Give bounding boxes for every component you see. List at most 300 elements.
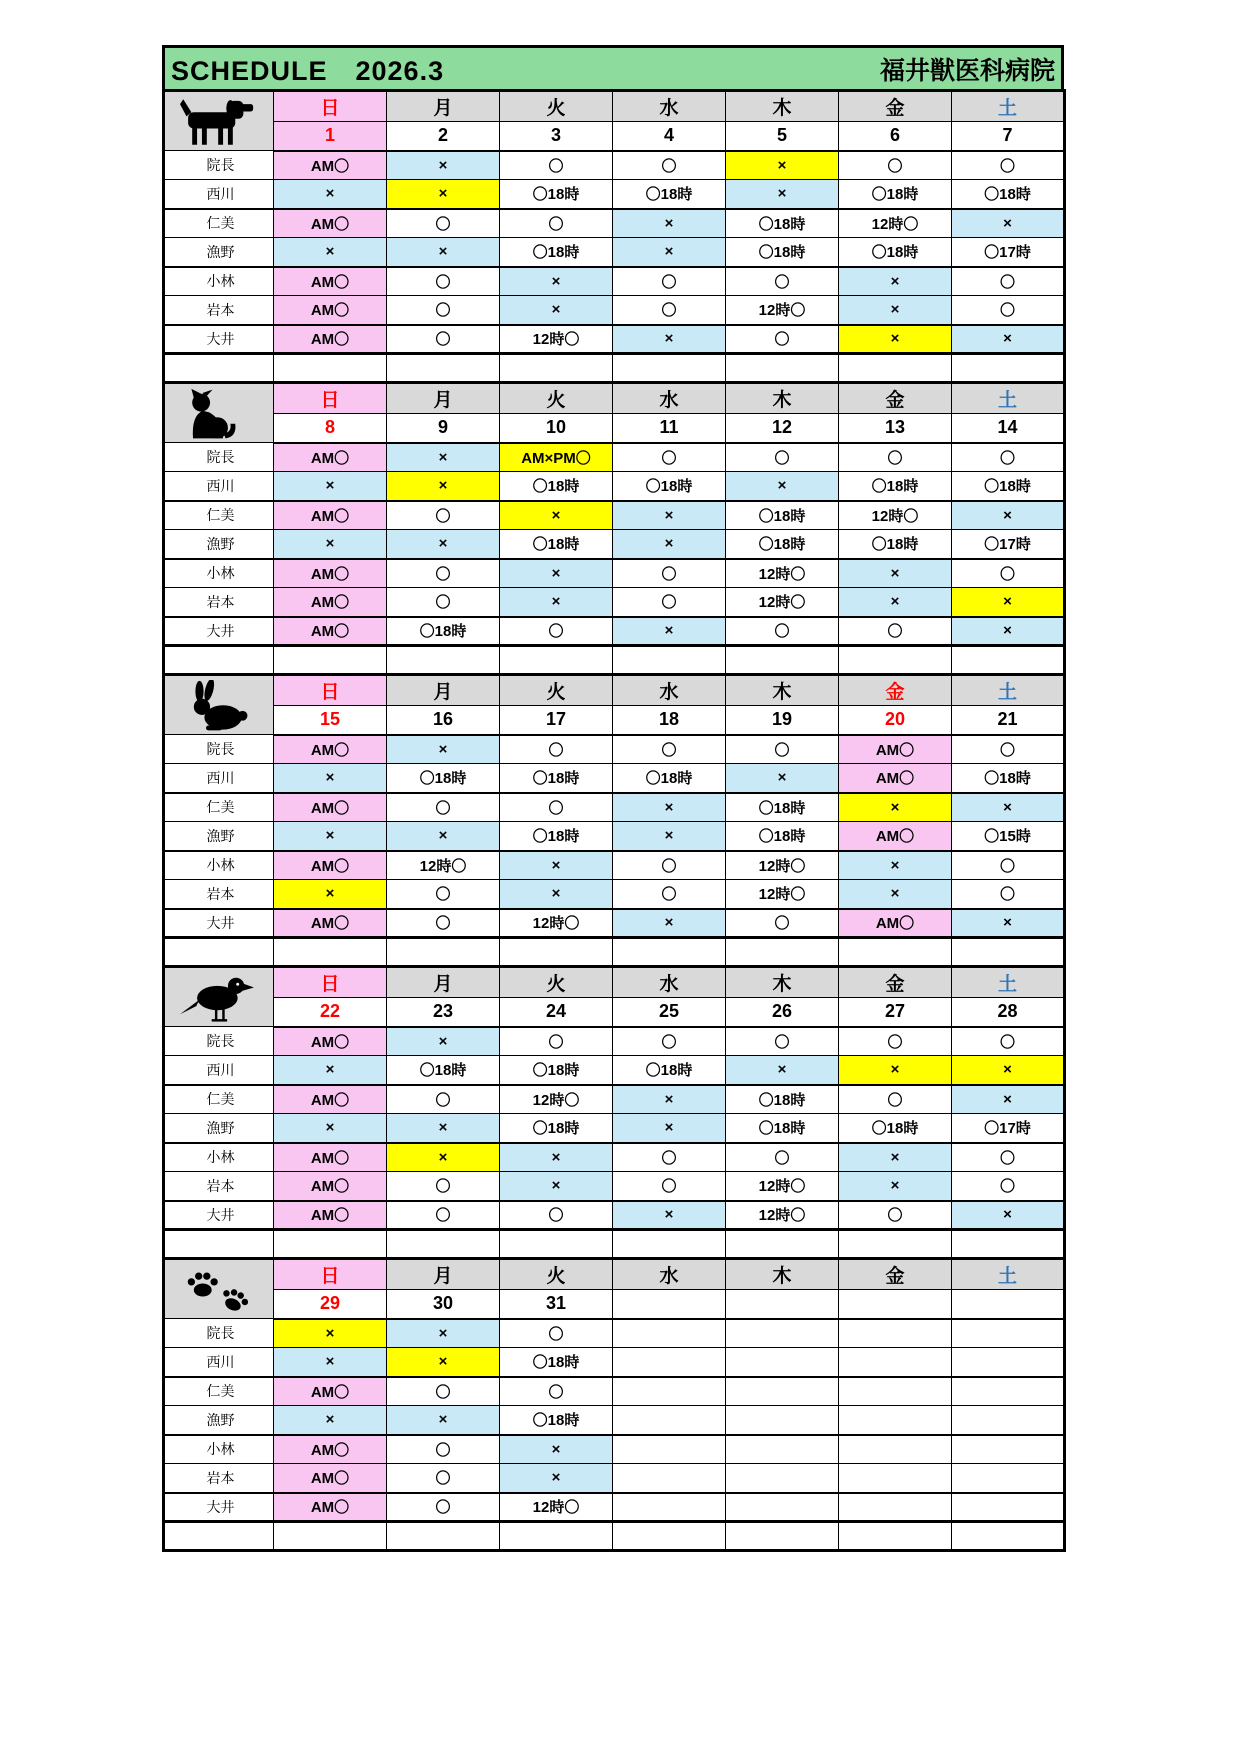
schedule-cell: 〇17時 <box>952 238 1065 267</box>
schedule-cell: × <box>274 822 387 851</box>
day-header: 土 <box>952 967 1065 998</box>
day-header: 金 <box>839 91 952 122</box>
schedule-cell: 〇18時 <box>839 530 952 559</box>
schedule-cell: × <box>387 1027 500 1056</box>
schedule-cell: 〇 <box>613 851 726 880</box>
schedule-cell <box>839 1406 952 1435</box>
schedule-cell <box>613 1406 726 1435</box>
schedule-cell: × <box>500 296 613 325</box>
date-cell: 31 <box>500 1290 613 1319</box>
staff-name: 仁美 <box>164 501 274 530</box>
staff-name: 西川 <box>164 764 274 793</box>
schedule-cell <box>726 1377 839 1406</box>
schedule-cell: 〇 <box>952 443 1065 472</box>
date-cell: 15 <box>274 706 387 735</box>
staff-name: 西川 <box>164 472 274 501</box>
schedule-cell: AM〇 <box>274 735 387 764</box>
schedule-cell: 〇 <box>952 851 1065 880</box>
spacer-cell <box>500 646 613 675</box>
schedule-cell: 〇 <box>387 1493 500 1522</box>
date-cell: 20 <box>839 706 952 735</box>
schedule-cell: 〇 <box>387 1435 500 1464</box>
day-header: 水 <box>613 1259 726 1290</box>
day-header: 日 <box>274 91 387 122</box>
schedule-cell: 〇18時 <box>387 1056 500 1085</box>
schedule-cell: 〇 <box>726 1143 839 1172</box>
schedule-cell <box>726 1493 839 1522</box>
schedule-cell: × <box>613 822 726 851</box>
schedule-cell: 〇 <box>613 559 726 588</box>
staff-name: 漁野 <box>164 822 274 851</box>
schedule-cell: 12時〇 <box>500 325 613 354</box>
staff-name: 小林 <box>164 559 274 588</box>
date-cell: 1 <box>274 122 387 151</box>
schedule-cell: 〇 <box>387 559 500 588</box>
spacer-cell <box>500 1230 613 1259</box>
date-cell: 24 <box>500 998 613 1027</box>
date-cell: 5 <box>726 122 839 151</box>
schedule-cell: × <box>613 1201 726 1230</box>
spacer-cell <box>839 354 952 383</box>
staff-name: 岩本 <box>164 1464 274 1493</box>
spacer-cell <box>726 354 839 383</box>
schedule-cell <box>952 1493 1065 1522</box>
schedule-cell <box>613 1377 726 1406</box>
schedule-cell: × <box>613 530 726 559</box>
staff-name: 院長 <box>164 151 274 180</box>
schedule-cell: × <box>839 588 952 617</box>
schedule-cell: 〇18時 <box>952 180 1065 209</box>
day-header: 木 <box>726 967 839 998</box>
schedule-cell: × <box>387 1114 500 1143</box>
staff-name: 仁美 <box>164 1085 274 1114</box>
schedule-cell: AM〇 <box>274 443 387 472</box>
schedule-cell: 〇 <box>387 1085 500 1114</box>
staff-name: 漁野 <box>164 1114 274 1143</box>
spacer-cell <box>613 1522 726 1551</box>
schedule-cell: AM〇 <box>839 822 952 851</box>
schedule-cell: AM〇 <box>274 588 387 617</box>
schedule-cell: 〇18時 <box>726 822 839 851</box>
schedule-cell: 〇 <box>387 325 500 354</box>
schedule-cell: AM〇 <box>839 735 952 764</box>
schedule-cell: 12時〇 <box>500 909 613 938</box>
schedule-cell: AM〇 <box>274 1435 387 1464</box>
spacer-cell <box>726 1230 839 1259</box>
spacer-cell <box>274 938 387 967</box>
date-cell: 18 <box>613 706 726 735</box>
spacer-cell <box>613 646 726 675</box>
staff-name: 大井 <box>164 909 274 938</box>
schedule-cell: × <box>274 880 387 909</box>
day-header: 金 <box>839 967 952 998</box>
schedule-cell: × <box>839 559 952 588</box>
staff-name: 西川 <box>164 1056 274 1085</box>
day-header: 日 <box>274 675 387 706</box>
schedule-cell: 〇18時 <box>952 764 1065 793</box>
spacer-cell <box>387 354 500 383</box>
schedule-cell: 〇 <box>500 1027 613 1056</box>
schedule-cell: 〇 <box>726 617 839 646</box>
staff-name: 小林 <box>164 267 274 296</box>
schedule-cell <box>952 1377 1065 1406</box>
schedule-cell: 〇18時 <box>500 1114 613 1143</box>
schedule-cell: × <box>500 851 613 880</box>
schedule-cell: 〇 <box>839 617 952 646</box>
spacer-cell <box>387 938 500 967</box>
staff-name: 西川 <box>164 180 274 209</box>
schedule-cell: 〇15時 <box>952 822 1065 851</box>
day-header: 木 <box>726 675 839 706</box>
schedule-cell <box>952 1348 1065 1377</box>
schedule-cell <box>839 1348 952 1377</box>
date-cell: 29 <box>274 1290 387 1319</box>
schedule-cell: 〇18時 <box>500 180 613 209</box>
day-header: 月 <box>387 675 500 706</box>
schedule-cell: 〇18時 <box>839 238 952 267</box>
schedule-cell: × <box>387 1143 500 1172</box>
day-header: 金 <box>839 1259 952 1290</box>
staff-name: 仁美 <box>164 1377 274 1406</box>
spacer-cell <box>952 1230 1065 1259</box>
schedule-cell: × <box>613 1085 726 1114</box>
spacer-cell <box>274 1522 387 1551</box>
schedule-cell: × <box>387 443 500 472</box>
schedule-cell: 〇18時 <box>726 1085 839 1114</box>
staff-name: 漁野 <box>164 238 274 267</box>
schedule-cell: 〇18時 <box>952 472 1065 501</box>
schedule-cell: × <box>952 588 1065 617</box>
schedule-cell: 〇 <box>613 267 726 296</box>
schedule-cell: × <box>726 180 839 209</box>
schedule-cell: × <box>274 530 387 559</box>
schedule-cell: 〇 <box>952 1143 1065 1172</box>
staff-name: 岩本 <box>164 296 274 325</box>
day-header: 木 <box>726 91 839 122</box>
schedule-cell: × <box>274 1056 387 1085</box>
date-cell: 3 <box>500 122 613 151</box>
staff-name: 大井 <box>164 325 274 354</box>
date-cell: 26 <box>726 998 839 1027</box>
spacer-cell <box>952 1522 1065 1551</box>
schedule-cell: 〇 <box>726 909 839 938</box>
schedule-cell: 〇 <box>500 151 613 180</box>
schedule-cell: 12時〇 <box>500 1085 613 1114</box>
staff-name: 小林 <box>164 1143 274 1172</box>
staff-name: 小林 <box>164 1435 274 1464</box>
day-header: 日 <box>274 1259 387 1290</box>
schedule-cell: 〇 <box>500 617 613 646</box>
schedule-cell: × <box>387 530 500 559</box>
staff-name: 小林 <box>164 851 274 880</box>
schedule-cell: × <box>613 501 726 530</box>
date-cell: 25 <box>613 998 726 1027</box>
date-cell <box>839 1290 952 1319</box>
spacer-cell <box>274 354 387 383</box>
date-cell: 30 <box>387 1290 500 1319</box>
spacer-cell <box>613 354 726 383</box>
schedule-cell: 〇18時 <box>500 764 613 793</box>
schedule-cell: AM〇 <box>839 909 952 938</box>
spacer-cell <box>164 938 274 967</box>
schedule-cell: 12時〇 <box>839 209 952 238</box>
date-cell: 17 <box>500 706 613 735</box>
date-cell: 13 <box>839 414 952 443</box>
day-header: 月 <box>387 1259 500 1290</box>
schedule-cell: × <box>274 1319 387 1348</box>
schedule-cell: 〇17時 <box>952 1114 1065 1143</box>
schedule-cell: 〇18時 <box>500 1406 613 1435</box>
staff-name: 岩本 <box>164 880 274 909</box>
date-cell: 16 <box>387 706 500 735</box>
schedule-cell: × <box>500 1464 613 1493</box>
schedule-cell: 〇 <box>726 1027 839 1056</box>
schedule-cell: 〇18時 <box>387 617 500 646</box>
schedule-table <box>162 89 1066 1552</box>
schedule-cell: 〇 <box>387 1172 500 1201</box>
schedule-cell: 〇 <box>500 1377 613 1406</box>
day-header: 水 <box>613 675 726 706</box>
schedule-cell: 〇 <box>387 296 500 325</box>
schedule-cell: × <box>726 472 839 501</box>
schedule-cell: 12時〇 <box>726 559 839 588</box>
day-header: 月 <box>387 91 500 122</box>
schedule-cell: 〇 <box>387 588 500 617</box>
schedule-cell: × <box>387 1348 500 1377</box>
schedule-cell: 12時〇 <box>726 1201 839 1230</box>
spacer-cell <box>500 1522 613 1551</box>
staff-name: 院長 <box>164 443 274 472</box>
day-header: 水 <box>613 91 726 122</box>
date-cell: 12 <box>726 414 839 443</box>
schedule-cell: AM〇 <box>274 267 387 296</box>
schedule-cell: 〇 <box>839 1201 952 1230</box>
schedule-cell: × <box>613 209 726 238</box>
schedule-cell: 〇 <box>387 880 500 909</box>
schedule-cell: 〇 <box>613 443 726 472</box>
date-cell: 28 <box>952 998 1065 1027</box>
schedule-cell: 〇 <box>726 443 839 472</box>
schedule-cell <box>613 1493 726 1522</box>
spacer-cell <box>726 1522 839 1551</box>
day-header: 水 <box>613 967 726 998</box>
day-header: 金 <box>839 675 952 706</box>
spacer-cell <box>613 1230 726 1259</box>
schedule-cell: × <box>613 793 726 822</box>
spacer-cell <box>387 1230 500 1259</box>
date-cell: 27 <box>839 998 952 1027</box>
schedule-cell <box>726 1435 839 1464</box>
day-header: 火 <box>500 675 613 706</box>
schedule-cell: AM〇 <box>274 559 387 588</box>
day-header: 月 <box>387 383 500 414</box>
schedule-cell: AM〇 <box>274 851 387 880</box>
schedule-cell: AM〇 <box>274 1172 387 1201</box>
schedule-cell: 〇 <box>726 325 839 354</box>
schedule-cell: 12時〇 <box>726 880 839 909</box>
schedule-cell: 〇 <box>952 559 1065 588</box>
schedule-cell: × <box>839 325 952 354</box>
schedule-cell: 〇18時 <box>500 530 613 559</box>
schedule-cell: AM〇 <box>274 1027 387 1056</box>
schedule-cell: 〇18時 <box>613 764 726 793</box>
spacer-cell <box>387 1522 500 1551</box>
schedule-cell: AM〇 <box>839 764 952 793</box>
spacer-cell <box>274 1230 387 1259</box>
schedule-cell: 〇 <box>613 588 726 617</box>
day-header: 金 <box>839 383 952 414</box>
schedule-cell: AM〇 <box>274 1085 387 1114</box>
schedule-cell: 〇 <box>613 151 726 180</box>
schedule-cell: × <box>500 559 613 588</box>
schedule-cell: 〇 <box>500 1201 613 1230</box>
schedule-cell: 〇 <box>839 1085 952 1114</box>
schedule-cell <box>613 1435 726 1464</box>
schedule-cell: × <box>839 851 952 880</box>
schedule-cell: 〇 <box>952 1172 1065 1201</box>
spacer-cell <box>164 354 274 383</box>
spacer-cell <box>726 938 839 967</box>
schedule-cell: 12時〇 <box>726 296 839 325</box>
schedule-cell: × <box>839 880 952 909</box>
schedule-cell: × <box>952 617 1065 646</box>
spacer-cell <box>839 1522 952 1551</box>
schedule-cell: 〇18時 <box>613 1056 726 1085</box>
schedule-cell: 12時〇 <box>726 588 839 617</box>
schedule-cell: × <box>500 588 613 617</box>
schedule-cell: × <box>613 617 726 646</box>
schedule-cell <box>839 1377 952 1406</box>
schedule-cell: × <box>952 1085 1065 1114</box>
day-header: 土 <box>952 675 1065 706</box>
staff-name: 漁野 <box>164 530 274 559</box>
date-cell: 11 <box>613 414 726 443</box>
schedule-cell: 12時〇 <box>500 1493 613 1522</box>
schedule-cell: 〇 <box>613 1143 726 1172</box>
schedule-cell: 〇 <box>387 1464 500 1493</box>
schedule-cell: 〇 <box>952 296 1065 325</box>
schedule-cell: × <box>952 325 1065 354</box>
schedule-cell <box>726 1319 839 1348</box>
schedule-cell: × <box>274 180 387 209</box>
schedule-cell: AM〇 <box>274 909 387 938</box>
schedule-cell: × <box>274 1406 387 1435</box>
day-header: 土 <box>952 91 1065 122</box>
schedule-cell <box>839 1493 952 1522</box>
day-header: 日 <box>274 383 387 414</box>
schedule-cell: 〇 <box>839 151 952 180</box>
schedule-cell: 〇 <box>387 1201 500 1230</box>
schedule-cell <box>613 1319 726 1348</box>
schedule-cell: × <box>500 880 613 909</box>
schedule-cell: 〇18時 <box>500 238 613 267</box>
schedule-cell: 〇18時 <box>726 530 839 559</box>
staff-name: 大井 <box>164 1201 274 1230</box>
date-cell: 10 <box>500 414 613 443</box>
schedule-cell <box>726 1464 839 1493</box>
schedule-cell: 〇 <box>387 1377 500 1406</box>
schedule-cell: × <box>839 267 952 296</box>
schedule-cell: × <box>839 1143 952 1172</box>
schedule-cell: 〇 <box>952 1027 1065 1056</box>
staff-name: 院長 <box>164 735 274 764</box>
day-header: 火 <box>500 91 613 122</box>
schedule-cell: × <box>274 472 387 501</box>
schedule-cell: × <box>839 1172 952 1201</box>
schedule-cell: AM〇 <box>274 1201 387 1230</box>
schedule-cell: AM〇 <box>274 1143 387 1172</box>
date-cell: 14 <box>952 414 1065 443</box>
schedule-cell: 〇18時 <box>613 180 726 209</box>
day-header: 土 <box>952 383 1065 414</box>
schedule-cell <box>952 1319 1065 1348</box>
schedule-cell: 〇18時 <box>726 209 839 238</box>
schedule-cell: AM〇 <box>274 501 387 530</box>
date-cell <box>613 1290 726 1319</box>
schedule-cell: AM×PM〇 <box>500 443 613 472</box>
schedule-cell: 〇 <box>500 735 613 764</box>
spacer-cell <box>164 1230 274 1259</box>
schedule-cell: × <box>952 1201 1065 1230</box>
date-cell: 23 <box>387 998 500 1027</box>
schedule-cell: × <box>500 1172 613 1201</box>
spacer-cell <box>952 354 1065 383</box>
schedule-cell: 〇 <box>839 1027 952 1056</box>
schedule-cell: × <box>387 238 500 267</box>
date-cell: 2 <box>387 122 500 151</box>
schedule-cell <box>839 1319 952 1348</box>
schedule-cell: 〇 <box>500 793 613 822</box>
schedule-cell: 12時〇 <box>726 1172 839 1201</box>
date-cell: 4 <box>613 122 726 151</box>
schedule-cell: AM〇 <box>274 209 387 238</box>
schedule-cell: × <box>500 1435 613 1464</box>
schedule-cell: 〇18時 <box>500 1348 613 1377</box>
schedule-cell <box>952 1464 1065 1493</box>
schedule-cell <box>726 1348 839 1377</box>
schedule-cell: 〇 <box>726 267 839 296</box>
schedule-cell: × <box>952 1056 1065 1085</box>
schedule-cell: 〇18時 <box>726 1114 839 1143</box>
spacer-cell <box>839 646 952 675</box>
schedule-cell: 〇18時 <box>500 822 613 851</box>
schedule-cell: AM〇 <box>274 1464 387 1493</box>
schedule-cell: 〇 <box>613 1027 726 1056</box>
schedule-cell: × <box>387 472 500 501</box>
schedule-cell: 〇 <box>500 209 613 238</box>
hospital-name: 福井獣医科病院 <box>879 56 1055 85</box>
schedule-cell <box>952 1406 1065 1435</box>
date-cell: 19 <box>726 706 839 735</box>
schedule-cell: 〇 <box>952 151 1065 180</box>
schedule-cell: × <box>839 296 952 325</box>
spacer-cell <box>839 1230 952 1259</box>
schedule-cell: 〇18時 <box>726 238 839 267</box>
schedule-cell: × <box>387 822 500 851</box>
schedule-sheet <box>162 45 1064 1552</box>
schedule-cell <box>613 1464 726 1493</box>
date-cell: 9 <box>387 414 500 443</box>
schedule-cell: × <box>726 764 839 793</box>
staff-name: 大井 <box>164 617 274 646</box>
rabbit-icon <box>164 675 274 735</box>
schedule-cell: × <box>387 735 500 764</box>
schedule-cell: × <box>387 1319 500 1348</box>
schedule-cell: × <box>387 180 500 209</box>
schedule-cell: 12時〇 <box>839 501 952 530</box>
schedule-cell: 〇 <box>387 793 500 822</box>
schedule-cell: 〇 <box>952 267 1065 296</box>
